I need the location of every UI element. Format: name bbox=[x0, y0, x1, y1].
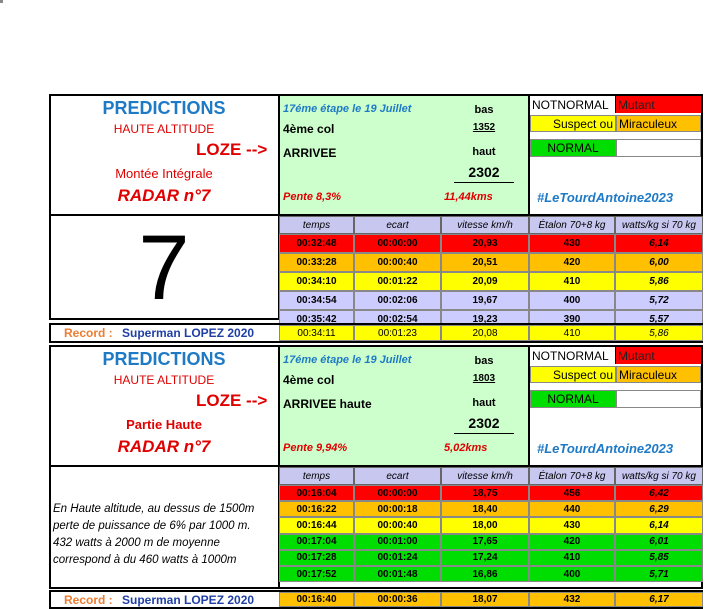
record-cell-vitesse: 18,07 bbox=[441, 592, 529, 607]
table-cell-temps: 00:17:52 bbox=[279, 566, 354, 582]
underline bbox=[454, 182, 514, 183]
table-cell-watts: 6,14 bbox=[615, 234, 703, 253]
altitude-note-line: correspond à du 460 watts à 1000m bbox=[53, 554, 237, 566]
altitude-note-line: perte de puissance de 6% par 1000 m. bbox=[53, 520, 251, 532]
legend-empty bbox=[616, 139, 701, 157]
col-header: ecart bbox=[354, 216, 441, 234]
table-cell-ecart: 00:00:40 bbox=[354, 253, 441, 272]
finish-label: ARRIVEE bbox=[283, 146, 337, 160]
legend-normal: NORMAL bbox=[530, 390, 616, 408]
record-cell-etalon: 410 bbox=[529, 325, 615, 341]
table-cell-ecart: 00:02:54 bbox=[354, 310, 441, 329]
record-cell-ecart: 00:00:36 bbox=[354, 592, 441, 607]
climb-label: Montée Intégrale bbox=[115, 166, 213, 181]
table-cell-vitesse: 16,86 bbox=[441, 566, 529, 582]
table-cell-ecart: 00:02:06 bbox=[354, 291, 441, 310]
high-altitude: 2302 bbox=[468, 415, 500, 431]
table-cell-watts: 6,00 bbox=[615, 253, 703, 272]
finish-label: ARRIVEE haute bbox=[283, 397, 372, 411]
table-cell-watts: 5,86 bbox=[615, 272, 703, 291]
record-cell-watts: 6,17 bbox=[615, 592, 703, 607]
altitude-label: HAUTE ALTITUDE bbox=[113, 122, 215, 136]
table-cell-vitesse: 18,00 bbox=[441, 517, 529, 533]
col-header: ecart bbox=[354, 467, 441, 485]
col-name: LOZE --> bbox=[196, 140, 268, 159]
legend-mutant: Mutant bbox=[616, 347, 701, 364]
table-cell-vitesse: 19,23 bbox=[441, 310, 529, 329]
col-header: watts/kg si 70 kg bbox=[615, 467, 703, 485]
low-altitude: 1352 bbox=[472, 122, 496, 133]
record-cell-vitesse: 20,08 bbox=[441, 325, 529, 341]
radar-label: RADAR n°7 bbox=[117, 437, 211, 456]
table-cell-ecart: 00:01:22 bbox=[354, 272, 441, 291]
predictions-title: PREDICTIONS bbox=[102, 349, 226, 369]
table-cell-ecart: 00:01:48 bbox=[354, 566, 441, 582]
table-cell-etalon: 410 bbox=[529, 550, 615, 566]
table-cell-vitesse: 20,09 bbox=[441, 272, 529, 291]
low-altitude: 1803 bbox=[472, 373, 496, 384]
table-cell-ecart: 00:01:00 bbox=[354, 534, 441, 550]
high-altitude: 2302 bbox=[468, 164, 500, 180]
table-cell-temps: 00:34:54 bbox=[279, 291, 354, 310]
table-cell-temps: 00:17:28 bbox=[279, 550, 354, 566]
distance-value: 11,44kms bbox=[444, 191, 493, 203]
radar-label: RADAR n°7 bbox=[117, 186, 211, 205]
stage-label: 17éme étape le 19 Juillet bbox=[283, 103, 412, 115]
underline bbox=[454, 433, 514, 434]
col-header: temps bbox=[279, 216, 354, 234]
record-cell-watts: 5,86 bbox=[615, 325, 703, 341]
altitude-note-line: En Haute altitude, au dessus de 1500m bbox=[53, 503, 255, 515]
col-header: temps bbox=[279, 467, 354, 485]
table-cell-vitesse: 20,51 bbox=[441, 253, 529, 272]
legend-empty bbox=[616, 390, 701, 408]
col-label: 4ème col bbox=[283, 373, 335, 387]
legend-mutant: Mutant bbox=[616, 96, 701, 113]
table-cell-vitesse: 18,40 bbox=[441, 501, 529, 517]
table-cell-watts: 6,14 bbox=[615, 517, 703, 533]
legend-notnormal: NOTNORMAL bbox=[530, 347, 616, 364]
table-cell-etalon: 390 bbox=[529, 310, 615, 329]
radar-big-number: 7 bbox=[138, 217, 190, 319]
distance-value: 5,02kms bbox=[444, 442, 488, 454]
table-cell-temps: 00:16:04 bbox=[279, 485, 354, 501]
slope-value: Pente 9,94% bbox=[283, 442, 348, 454]
table-cell-temps: 00:33:28 bbox=[279, 253, 354, 272]
table-cell-watts: 5,85 bbox=[615, 550, 703, 566]
table-cell-temps: 00:34:10 bbox=[279, 272, 354, 291]
table-cell-etalon: 430 bbox=[529, 234, 615, 253]
table-cell-temps: 00:32:48 bbox=[279, 234, 354, 253]
record-cell-temps: 00:16:40 bbox=[279, 592, 354, 607]
record-holder: Superman LOPEZ 2020 bbox=[122, 326, 255, 340]
table-cell-watts: 5,57 bbox=[615, 310, 703, 329]
corner-dot bbox=[0, 0, 3, 3]
record-label: Record : bbox=[64, 593, 113, 607]
col-header: Étalon 70+8 kg bbox=[529, 467, 615, 485]
table-cell-etalon: 420 bbox=[529, 253, 615, 272]
table-cell-vitesse: 17,24 bbox=[441, 550, 529, 566]
col-header: watts/kg si 70 kg bbox=[615, 216, 703, 234]
legend-miraculeux: Miraculeux bbox=[616, 115, 701, 132]
low-label: bas bbox=[474, 104, 494, 116]
high-label: haut bbox=[472, 397, 496, 409]
table-cell-watts: 5,71 bbox=[615, 566, 703, 582]
table-cell-etalon: 440 bbox=[529, 501, 615, 517]
record-label: Record : bbox=[64, 326, 113, 340]
table-cell-temps: 00:17:04 bbox=[279, 534, 354, 550]
col-header: vitesse km/h bbox=[441, 216, 529, 234]
table-cell-etalon: 420 bbox=[529, 534, 615, 550]
table-cell-ecart: 00:00:00 bbox=[354, 234, 441, 253]
divider bbox=[278, 345, 280, 467]
table-cell-temps: 00:16:44 bbox=[279, 517, 354, 533]
hashtag: #LeTourdAntoine2023 bbox=[537, 190, 674, 205]
table-cell-watts: 6,01 bbox=[615, 534, 703, 550]
stage-label: 17éme étape le 19 Juillet bbox=[283, 354, 412, 366]
divider bbox=[278, 94, 280, 216]
table-cell-watts: 6,42 bbox=[615, 485, 703, 501]
legend-miraculeux: Miraculeux bbox=[616, 366, 701, 383]
col-name: LOZE --> bbox=[196, 391, 268, 410]
table-cell-ecart: 00:00:18 bbox=[354, 501, 441, 517]
table-cell-ecart: 00:01:24 bbox=[354, 550, 441, 566]
table-cell-etalon: 400 bbox=[529, 291, 615, 310]
table-cell-vitesse: 17,65 bbox=[441, 534, 529, 550]
col-header: vitesse km/h bbox=[441, 467, 529, 485]
record-cell-temps: 00:34:11 bbox=[279, 325, 354, 341]
predictions-title: PREDICTIONS bbox=[102, 98, 226, 118]
altitude-note-line: 432 watts à 2000 m de moyenne bbox=[53, 537, 220, 549]
table-cell-etalon: 456 bbox=[529, 485, 615, 501]
table-cell-ecart: 00:00:00 bbox=[354, 485, 441, 501]
table-cell-watts: 5,72 bbox=[615, 291, 703, 310]
table-cell-vitesse: 20,93 bbox=[441, 234, 529, 253]
legend-suspect: Suspect ou bbox=[530, 115, 616, 132]
table-cell-temps: 00:16:22 bbox=[279, 501, 354, 517]
low-label: bas bbox=[474, 355, 494, 367]
table-cell-vitesse: 19,67 bbox=[441, 291, 529, 310]
table-cell-vitesse: 18,75 bbox=[441, 485, 529, 501]
climb-label: Partie Haute bbox=[126, 417, 202, 432]
hashtag: #LeTourdAntoine2023 bbox=[537, 441, 674, 456]
legend-notnormal: NOTNORMAL bbox=[530, 96, 616, 113]
altitude-label: HAUTE ALTITUDE bbox=[113, 373, 215, 387]
record-cell-etalon: 432 bbox=[529, 592, 615, 607]
table-cell-watts: 6,29 bbox=[615, 501, 703, 517]
col-label: 4ème col bbox=[283, 122, 335, 136]
col-header: Étalon 70+8 kg bbox=[529, 216, 615, 234]
record-holder: Superman LOPEZ 2020 bbox=[122, 593, 255, 607]
record-cell-ecart: 00:01:23 bbox=[354, 325, 441, 341]
legend-suspect: Suspect ou bbox=[530, 366, 616, 383]
high-label: haut bbox=[472, 146, 496, 158]
table-cell-etalon: 400 bbox=[529, 566, 615, 582]
table-cell-etalon: 410 bbox=[529, 272, 615, 291]
legend-normal: NORMAL bbox=[530, 139, 616, 157]
table-cell-ecart: 00:00:40 bbox=[354, 517, 441, 533]
slope-value: Pente 8,3% bbox=[283, 191, 342, 203]
table-cell-etalon: 430 bbox=[529, 517, 615, 533]
table-cell-temps: 00:35:42 bbox=[279, 310, 354, 329]
